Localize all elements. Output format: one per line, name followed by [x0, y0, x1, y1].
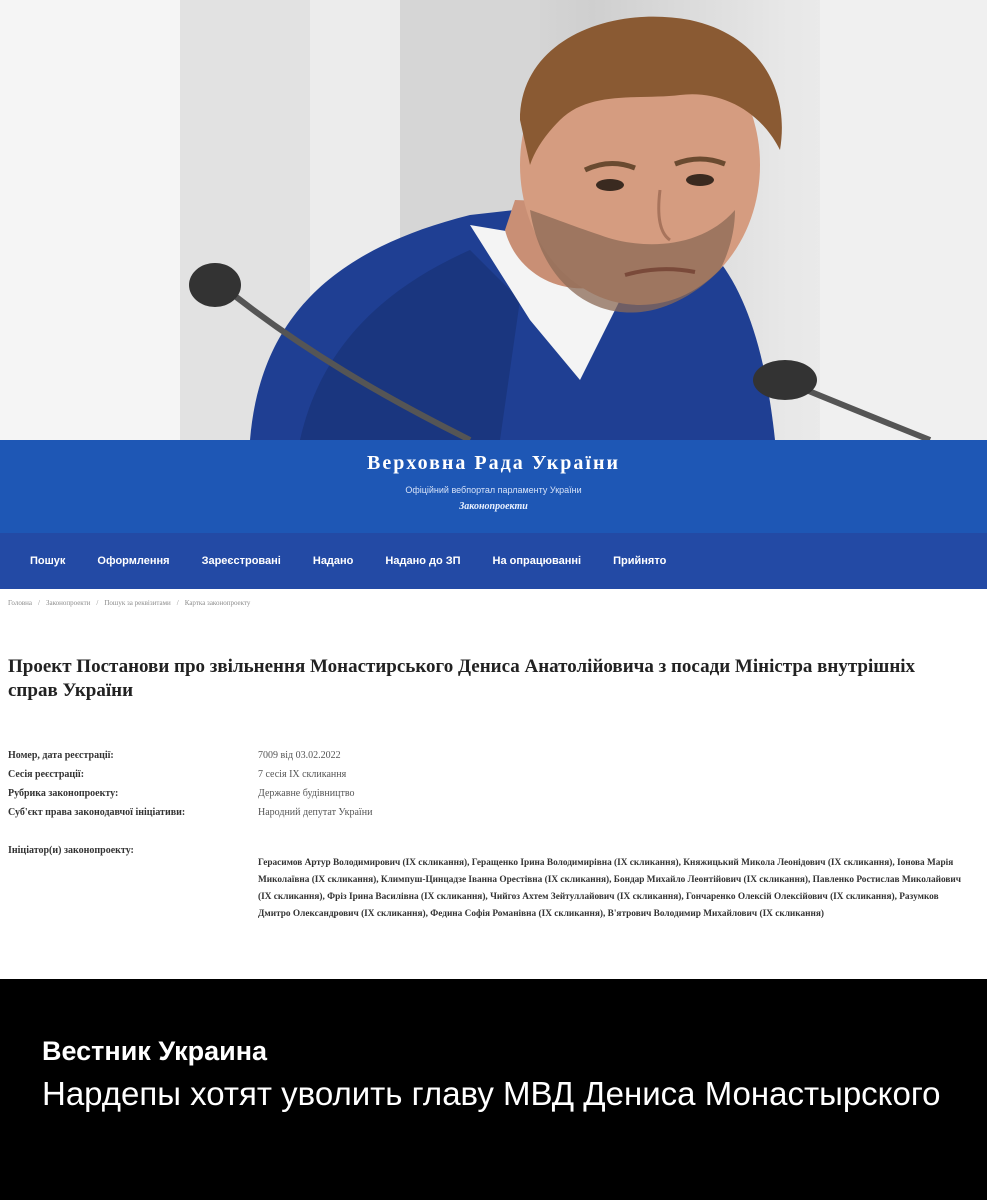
breadcrumb-home[interactable]: Головна	[8, 599, 32, 607]
site-title[interactable]: Верховна Рада України	[366, 452, 621, 474]
field-value: Народний депутат України	[258, 807, 373, 818]
field-value: 7 сесія IX скликання	[258, 769, 347, 780]
initiators-list: Герасимов Артур Володимирович (IX скликання), Геращенко Ірина Володимирівна (IX скликання), Княжицький Микола Леонідович (IX скликання), Іонова Марія Миколаївна (IX скликання), Климпуш-Цинцадзе Іванна Орестівна (IX скликання), Бондар Михайло Леонтійович (IX скликання), Павленко Ростислав Миколайович (IX скликання), Фріз Ірина Василівна (IX скликання), Чийгоз Ахтем Зейтуллайович (IX скликання), Гончаренко Олексій Олексійович (IX скликання), Разумков Дмитро Олександрович (IX скликання), Федина Софія Романівна (IX скликання), В'ятрович Володимир Михайлович (IX скликання)	[258, 858, 961, 919]
nav-item-adopted[interactable]: Прийнято	[613, 555, 667, 567]
breadcrumb-current: Картка законопроекту	[184, 599, 251, 607]
breadcrumb-separator: /	[96, 599, 99, 607]
breadcrumb-bills[interactable]: Законопроекти	[45, 599, 91, 607]
news-caption	[0, 979, 987, 1200]
field-label: Суб'єкт права законодавчої ініціативи:	[8, 807, 186, 818]
field-label: Сесія реєстрації:	[8, 769, 85, 780]
field-value: 7009 від 03.02.2022	[258, 750, 341, 761]
portrait-illustration	[0, 0, 987, 440]
news-source: Вестник Украина	[42, 1036, 268, 1066]
breadcrumb-search[interactable]: Пошук за реквізитами	[104, 599, 171, 607]
breadcrumb	[8, 599, 250, 607]
field-label: Номер, дата реєстрації:	[8, 750, 114, 761]
field-label: Ініціатор(и) законопроекту:	[8, 845, 134, 856]
nav-item-submitted[interactable]: Надано	[312, 555, 354, 567]
main-nav	[0, 533, 987, 589]
hero-photo	[0, 0, 987, 440]
nav-item-drafting[interactable]: Оформлення	[97, 555, 170, 567]
site-header	[0, 440, 987, 533]
field-label: Рубрика законопроекту:	[8, 788, 119, 799]
nav-item-search[interactable]: Пошук	[30, 555, 66, 567]
nav-item-registered[interactable]: Зареєстровані	[201, 555, 281, 567]
breadcrumb-separator: /	[38, 599, 40, 607]
site-subtitle: Офіційний вебпортал парламенту України	[405, 485, 582, 495]
breadcrumb-separator: /	[176, 599, 179, 607]
bill-title: Проект Постанови про звільнення Монастирського Дениса Анатолійовича з посади Міністра внутрішніх справ України	[8, 656, 916, 701]
section-title[interactable]: Законопроекти	[459, 501, 528, 512]
nav-item-processing[interactable]: На опрацюванні	[492, 555, 582, 567]
news-headline: Нардепы хотят уволить главу МВД Дениса Монастырского	[42, 1075, 941, 1112]
bill-card	[0, 589, 987, 979]
field-value: Державне будівництво	[258, 788, 355, 799]
nav-item-submitted-to-zp[interactable]: Надано до ЗП	[385, 555, 461, 567]
